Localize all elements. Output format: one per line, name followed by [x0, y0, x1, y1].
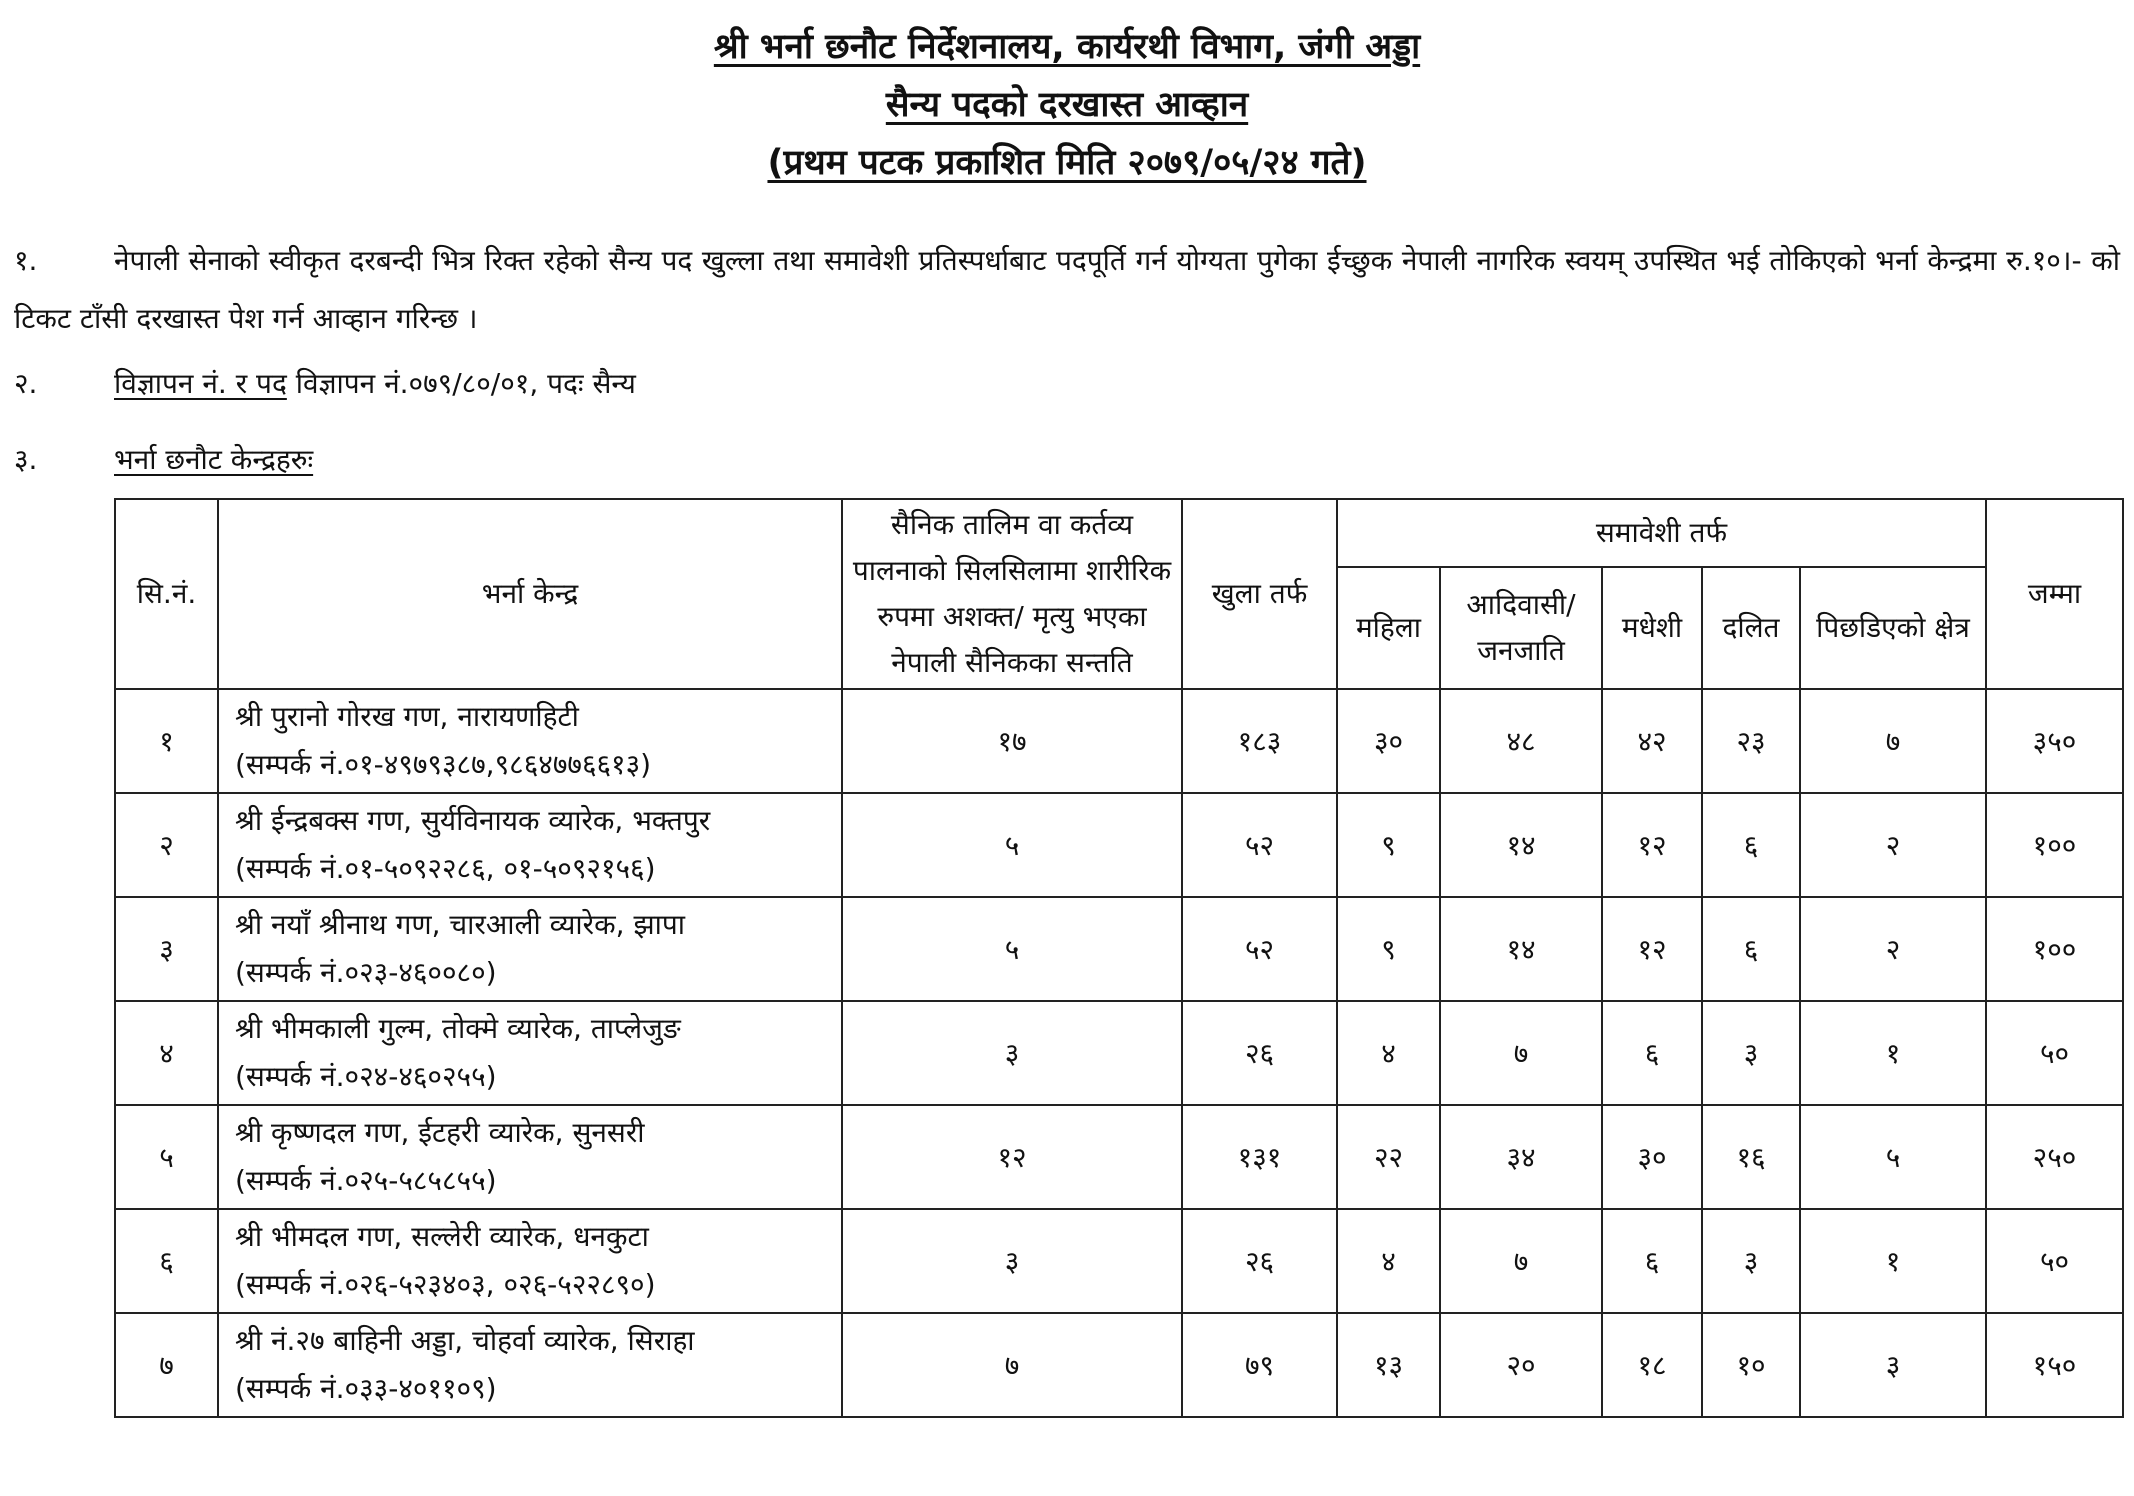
- cell-backward: २: [1800, 793, 1986, 897]
- header-open: खुला तर्फ: [1182, 499, 1337, 689]
- advert-label: विज्ञापन नं. र पद: [114, 367, 287, 400]
- cell-adivasi: ७: [1440, 1001, 1602, 1105]
- cell-dalit: ३: [1702, 1209, 1800, 1313]
- cell-dalit: २३: [1702, 689, 1800, 793]
- cell-backward: २: [1800, 897, 1986, 1001]
- cell-adivasi: ३४: [1440, 1105, 1602, 1209]
- cell-disabled: ५: [842, 793, 1182, 897]
- cell-sn: ६: [115, 1209, 218, 1313]
- cell-disabled: ३: [842, 1209, 1182, 1313]
- cell-center: [218, 897, 842, 1001]
- table-row: [115, 689, 2123, 793]
- cell-madhesi: १८: [1602, 1313, 1702, 1417]
- cell-women: ९: [1337, 793, 1440, 897]
- paragraph-1-number: १.: [14, 244, 38, 277]
- cell-disabled: ७: [842, 1313, 1182, 1417]
- header-dalit: दलित: [1702, 567, 1800, 689]
- cell-adivasi: १४: [1440, 793, 1602, 897]
- cell-adivasi: १४: [1440, 897, 1602, 1001]
- cell-total: १००: [1986, 897, 2123, 1001]
- cell-dalit: १६: [1702, 1105, 1800, 1209]
- center-name: श्री भीमदल गण, सल्लेरी व्यारेक, धनकुटा: [235, 1220, 649, 1253]
- cell-open: १३१: [1182, 1105, 1337, 1209]
- header-center: भर्ना केन्द्र: [218, 499, 842, 689]
- cell-disabled: १२: [842, 1105, 1182, 1209]
- cell-open: १८३: [1182, 689, 1337, 793]
- cell-sn: १: [115, 689, 218, 793]
- cell-adivasi: २०: [1440, 1313, 1602, 1417]
- center-contact: (सम्पर्क नं.०२६-५२३४०३, ०२६-५२२८९०): [235, 1268, 656, 1301]
- paragraph-2: [14, 364, 636, 404]
- center-name: श्री नयाँ श्रीनाथ गण, चारआली व्यारेक, झापा: [235, 908, 686, 941]
- cell-disabled: १७: [842, 689, 1182, 793]
- cell-adivasi: ४८: [1440, 689, 1602, 793]
- cell-open: ५२: [1182, 793, 1337, 897]
- center-contact: (सम्पर्क नं.०२५-५८५८५५): [235, 1164, 497, 1197]
- center-contact: (सम्पर्क नं.०१-४९७९३८७,९८६४७७६६१३): [235, 748, 652, 781]
- cell-sn: ७: [115, 1313, 218, 1417]
- center-contact: (सम्पर्क नं.०२४-४६०२५५): [235, 1060, 497, 1093]
- table-row: [115, 897, 2123, 1001]
- cell-total: १५०: [1986, 1313, 2123, 1417]
- paragraph-1-text: नेपाली सेनाको स्वीकृत दरबन्दी भित्र रिक्त रहेको सैन्य पद खुल्ला तथा समावेशी प्रतिस्पर्धाबाट पदपूर्ति गर्न योग्यता पुगेका ईच्छुक नेपाली नागरिक स्वयम् उपस्थित भई तोकिएको भर्ना केन्द्रमा रु.१०।- को टिकट टाँसी दरखास्त पेश गर्न आव्हान गरिन्छ ।: [14, 244, 2120, 335]
- cell-sn: ५: [115, 1105, 218, 1209]
- cell-backward: १: [1800, 1001, 1986, 1105]
- cell-women: १३: [1337, 1313, 1440, 1417]
- cell-sn: २: [115, 793, 218, 897]
- table-row: [115, 1105, 2123, 1209]
- table-row: [115, 1313, 2123, 1417]
- cell-women: ३०: [1337, 689, 1440, 793]
- cell-backward: ७: [1800, 689, 1986, 793]
- header-backward: पिछडिएको क्षेत्र: [1800, 567, 1986, 689]
- table-row: [115, 793, 2123, 897]
- center-name: श्री नं.२७ बाहिनी अड्डा, चोहर्वा व्यारेक, सिराहा: [235, 1324, 695, 1357]
- cell-women: २२: [1337, 1105, 1440, 1209]
- cell-total: १००: [1986, 793, 2123, 897]
- header-publish-date: (प्रथम पटक प्रकाशित मिति २०७९/०५/२४ गते): [767, 143, 1367, 183]
- recruitment-centers-table: [114, 498, 2124, 1418]
- cell-madhesi: ६: [1602, 1209, 1702, 1313]
- cell-disabled: ३: [842, 1001, 1182, 1105]
- cell-sn: ३: [115, 897, 218, 1001]
- center-name: श्री भीमकाली गुल्म, तोक्मे व्यारेक, ताप्लेजुङ: [235, 1012, 681, 1045]
- cell-sn: ४: [115, 1001, 218, 1105]
- cell-madhesi: १२: [1602, 793, 1702, 897]
- cell-adivasi: ७: [1440, 1209, 1602, 1313]
- cell-madhesi: ६: [1602, 1001, 1702, 1105]
- header-inclusive: समावेशी तर्फ: [1337, 499, 1986, 567]
- cell-women: ४: [1337, 1209, 1440, 1313]
- cell-center: [218, 1105, 842, 1209]
- center-name: श्री कृष्णदल गण, ईटहरी व्यारेक, सुनसरी: [235, 1116, 645, 1149]
- cell-center: [218, 1209, 842, 1313]
- cell-total: ५०: [1986, 1001, 2123, 1105]
- cell-backward: ३: [1800, 1313, 1986, 1417]
- cell-backward: ५: [1800, 1105, 1986, 1209]
- cell-women: ९: [1337, 897, 1440, 1001]
- cell-center: [218, 1001, 842, 1105]
- paragraph-3-number: ३.: [14, 443, 38, 476]
- center-contact: (सम्पर्क नं.०१-५०९२२८६, ०१-५०९२१५६): [235, 852, 656, 885]
- cell-open: ५२: [1182, 897, 1337, 1001]
- centers-label: भर्ना छनौट केन्द्रहरुः: [114, 443, 314, 476]
- center-name: श्री ईन्द्रबक्स गण, सुर्यविनायक व्यारेक, भक्तपुर: [235, 804, 711, 837]
- cell-backward: १: [1800, 1209, 1986, 1313]
- cell-madhesi: ४२: [1602, 689, 1702, 793]
- advert-text: विज्ञापन नं.०७९/८०/०१, पदः सैन्य: [286, 367, 636, 400]
- cell-total: ३५०: [1986, 689, 2123, 793]
- header-adivasi: आदिवासी/ जनजाति: [1440, 567, 1602, 689]
- cell-dalit: ६: [1702, 897, 1800, 1001]
- paragraph-1: [14, 232, 2120, 348]
- table-row: [115, 1001, 2123, 1105]
- cell-women: ४: [1337, 1001, 1440, 1105]
- cell-disabled: ५: [842, 897, 1182, 1001]
- center-contact: (सम्पर्क नं.०२३-४६००८०): [235, 956, 497, 989]
- cell-dalit: १०: [1702, 1313, 1800, 1417]
- cell-madhesi: १२: [1602, 897, 1702, 1001]
- document-header: [0, 18, 2134, 192]
- header-madhesi: मधेशी: [1602, 567, 1702, 689]
- cell-open: २६: [1182, 1209, 1337, 1313]
- cell-open: ७९: [1182, 1313, 1337, 1417]
- center-name: श्री पुरानो गोरख गण, नारायणहिटी: [235, 700, 579, 733]
- table-row: [115, 1209, 2123, 1313]
- cell-total: ५०: [1986, 1209, 2123, 1313]
- header-disabled-quota: सैनिक तालिम वा कर्तव्य पालनाको सिलसिलामा शारीरिक रुपमा अशक्त/ मृत्यु भएका नेपाली सैनिकका सन्तति: [842, 499, 1182, 689]
- cell-center: [218, 1313, 842, 1417]
- center-contact: (सम्पर्क नं.०३३-४०११०९): [235, 1372, 497, 1405]
- header-women: महिला: [1337, 567, 1440, 689]
- paragraph-2-number: २.: [14, 367, 38, 400]
- header-title: श्री भर्ना छनौट निर्देशनालय, कार्यरथी विभाग, जंगी अड्डा: [713, 27, 1421, 67]
- cell-open: २६: [1182, 1001, 1337, 1105]
- cell-total: २५०: [1986, 1105, 2123, 1209]
- cell-center: [218, 793, 842, 897]
- header-sn: सि.नं.: [115, 499, 218, 689]
- cell-madhesi: ३०: [1602, 1105, 1702, 1209]
- cell-dalit: ३: [1702, 1001, 1800, 1105]
- header-total: जम्मा: [1986, 499, 2123, 689]
- paragraph-3: [14, 440, 313, 480]
- header-subtitle: सैन्य पदको दरखास्त आव्हान: [885, 85, 1249, 125]
- cell-center: [218, 689, 842, 793]
- cell-dalit: ६: [1702, 793, 1800, 897]
